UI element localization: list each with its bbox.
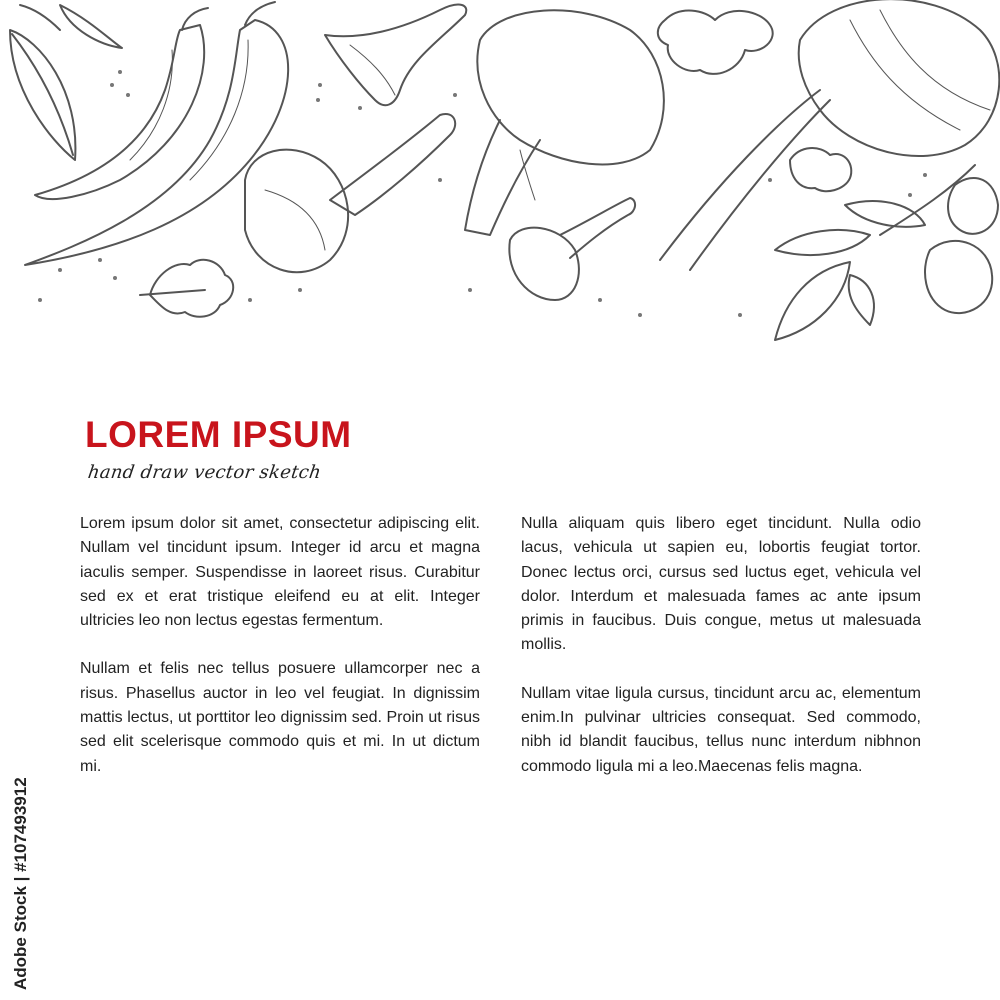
paragraph: Nullam vitae ligula cursus, tincidunt arcu ac, elementum enim.In pulvinar ultricies consequat. Sed commodo, nibh id blandit faucibus, tellus nunc interdum nibhnon commodo ligula mi a leo.Maecenas felis magna. (521, 684, 921, 775)
small-mushroom-icon (509, 198, 635, 300)
paragraph: Lorem ipsum dolor sit amet, consectetur adipiscing elit. Nullam vel tincidunt ipsum. Integer id arcu et magna iaculis semper. Suspendisse in laoreet risus. Curabitur sed ex et erat tristique eleifend eu at elit. Integer ultricies leo non lectus egestas fermentum. (80, 515, 480, 630)
paragraph: Nullam et felis nec tellus posuere ullamcorper nec a risus. Phasellus auctor in leo vel feugiat. In dignissim mattis lectus, ut porttitor leo dignissim sed. Proin ut risus sed elit scelerisque commodo quis et mi. In ut dictum mi. (80, 660, 480, 775)
peppercorn-dots-icon (38, 70, 927, 317)
stock-watermark-id: Adobe Stock | #107493912 (11, 777, 30, 990)
cilantro-leaf-icon (140, 260, 233, 317)
page-title: LOREM IPSUM (85, 414, 352, 455)
chili-pepper-icon (25, 2, 288, 265)
vegetable-sketch-illustration (0, 0, 1000, 350)
olive-branch-icon (775, 165, 998, 340)
parsley-leaf-icon (658, 11, 851, 192)
round-mushroom-icon (245, 114, 455, 272)
bay-leaf-icon (10, 5, 122, 160)
paragraph: Nulla aliquam quis libero eget tincidunt. Nulla odio lacus, vehicula ut sapien eu, lobortis feugiat tortor. Donec lectus orci, cursus sed luctus eget, vehicula vel dolor. Interdum et malesuada fames ac ante ipsum primis in faucibus. Duis congue, metus ut malesuada mollis. (521, 515, 921, 654)
chanterelle-mushroom-icon (325, 5, 466, 106)
right-text-column (521, 512, 921, 803)
page-subtitle: hand draw vector sketch (86, 462, 323, 483)
left-text-column (80, 512, 480, 803)
